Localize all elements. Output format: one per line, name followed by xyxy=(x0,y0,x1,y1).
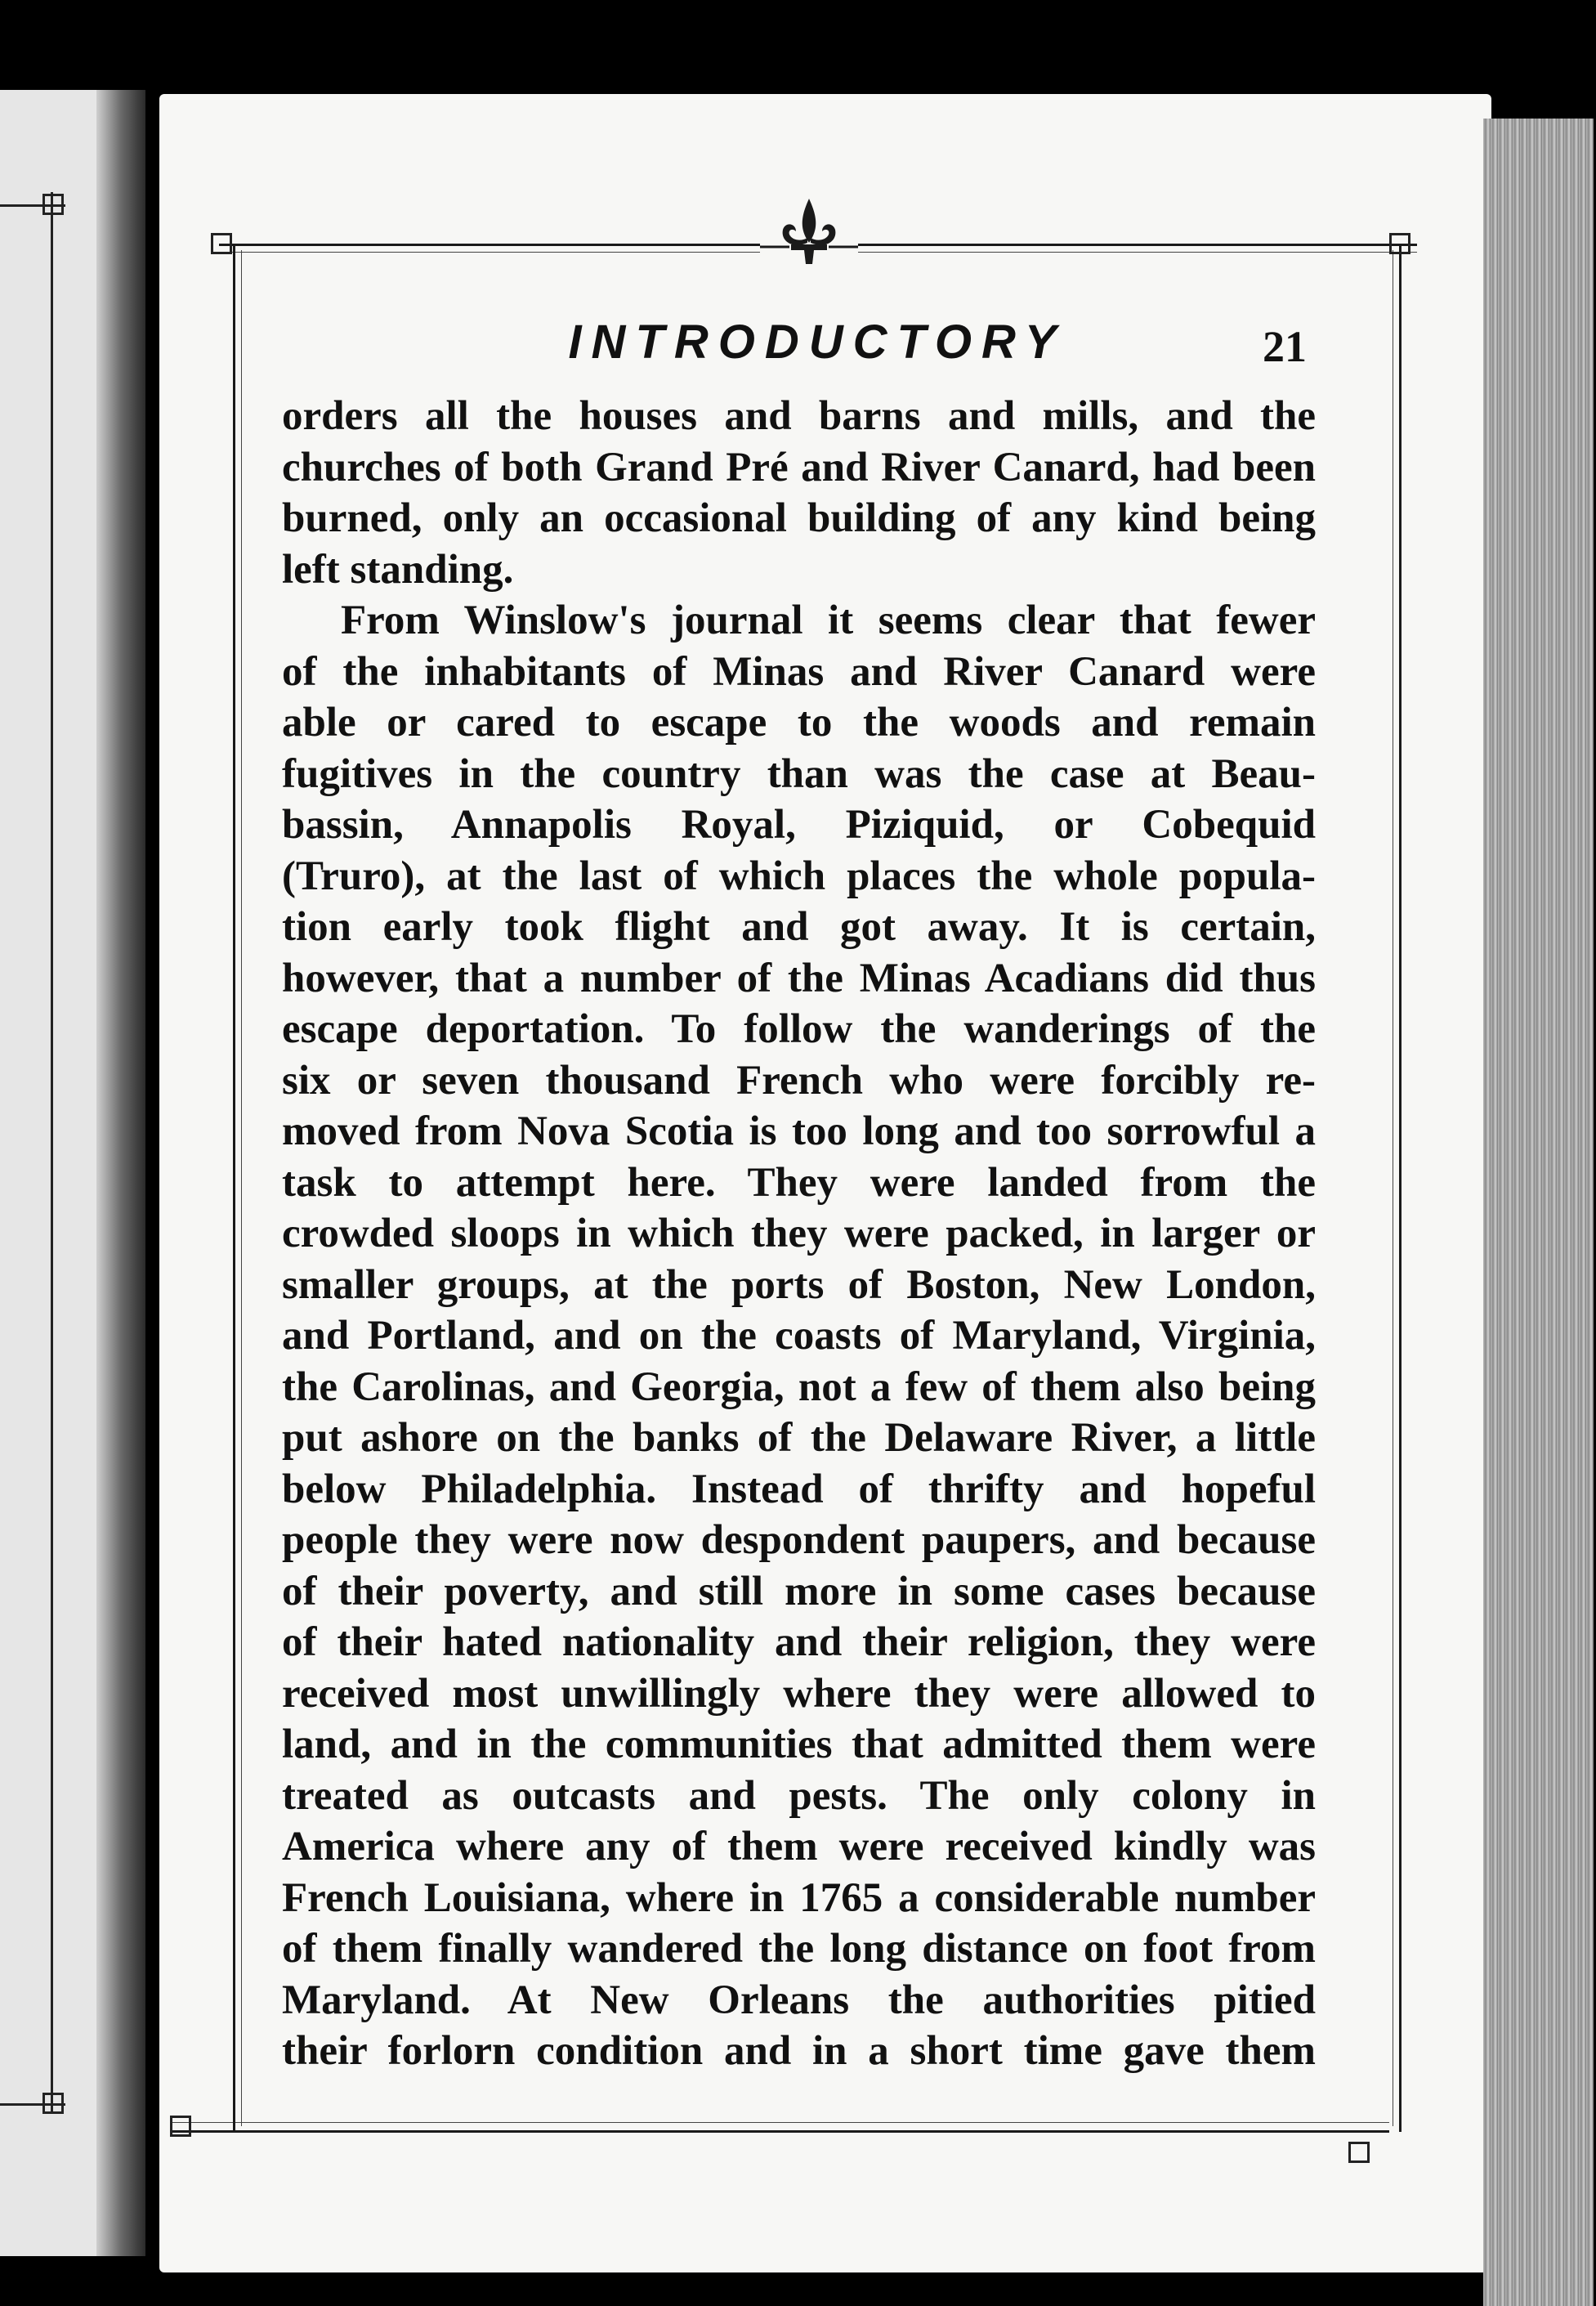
text-line: put ashore on the banks of the Delaware River, a little xyxy=(282,1415,1316,1461)
text-line: smaller groups, at the ports of Boston, New London, xyxy=(282,1261,1316,1308)
text-line: of their hated nationality and their religion, they were xyxy=(282,1619,1316,1665)
text-line: below Philadelphia. Instead of thrifty and hopeful xyxy=(282,1466,1316,1512)
text-line: treated as outcasts and pests. The only colony in xyxy=(282,1772,1316,1819)
left-page-corner-ornament-top xyxy=(42,194,64,215)
text-line: received most unwillingly where they were allowed to xyxy=(282,1670,1316,1717)
text-line: From Winslow's journal it seems clear that fewer xyxy=(341,598,1316,643)
page-edges xyxy=(1483,119,1594,2306)
text-line: (Truro), at the last of which places the whole popula- xyxy=(282,853,1316,899)
frame-corner-ornament-bottom-left xyxy=(170,2116,191,2137)
text-line: of their poverty, and still more in some cases because xyxy=(282,1568,1316,1614)
text-line: and Portland, and on the coasts of Maryland, Virginia, xyxy=(282,1313,1316,1359)
text-line: orders all the houses and barns and mills, and the xyxy=(282,393,1316,439)
text-line: America where any of them were received kindly was xyxy=(282,1824,1316,1869)
text-line: their forlorn condition and in a short time gave them xyxy=(282,2028,1316,2074)
text-line: fugitives in the country than was the case at Beau- xyxy=(282,750,1316,797)
left-page-gutter xyxy=(96,90,145,2256)
frame-corner-ornament-top-right xyxy=(1389,233,1410,254)
body-text xyxy=(282,391,1316,2077)
left-page-corner-ornament-bottom xyxy=(42,2093,64,2114)
text-line: of them finally wandered the long distance on foot from xyxy=(282,1926,1316,1972)
text-line: Maryland. At New Orleans the authorities pitied xyxy=(282,1977,1316,2023)
text-line: escape deportation. To follow the wanderings of the xyxy=(282,1006,1316,1052)
text-line: bassin, Annapolis Royal, Piziquid, or Cobequid xyxy=(282,802,1316,848)
text-line: however, that a number of the Minas Acadians did thus xyxy=(282,955,1316,1001)
text-line: crowded sloops in which they were packed, in larger or xyxy=(282,1211,1316,1256)
running-head: INTRODUCTORY xyxy=(568,316,1066,369)
text-line: left standing. xyxy=(282,546,514,593)
left-page-frame-vertical xyxy=(51,192,53,2113)
text-line: six or seven thousand French who were forcibly re- xyxy=(282,1057,1316,1104)
frame-corner-ornament-bottom-right xyxy=(1348,2142,1370,2163)
text-line: the Carolinas, and Georgia, not a few of them also being xyxy=(282,1363,1316,1410)
text-line: of the inhabitants of Minas and River Canard were xyxy=(282,648,1316,695)
text-line: land, and in the communities that admitted them were xyxy=(282,1722,1316,1767)
text-line: churches of both Grand Pré and River Canard, had been xyxy=(282,444,1316,490)
page-number: 21 xyxy=(1263,322,1307,371)
text-line: French Louisiana, where in 1765 a considerable number xyxy=(282,1874,1316,1921)
text-line: people they were now despondent paupers, and because xyxy=(282,1517,1316,1563)
text-line: able or cared to escape to the woods and remain xyxy=(282,700,1316,746)
frame-corner-ornament-top-left xyxy=(211,233,232,254)
text-line: moved from Nova Scotia is too long and too sorrowful a xyxy=(282,1108,1316,1154)
text-line: task to attempt here. They were landed from the xyxy=(282,1159,1316,1206)
text-line: burned, only an occasional building of any kind being xyxy=(282,495,1316,541)
text-line: tion early took flight and got away. It is certain, xyxy=(282,904,1316,950)
fleur-de-lis-icon xyxy=(760,192,858,290)
